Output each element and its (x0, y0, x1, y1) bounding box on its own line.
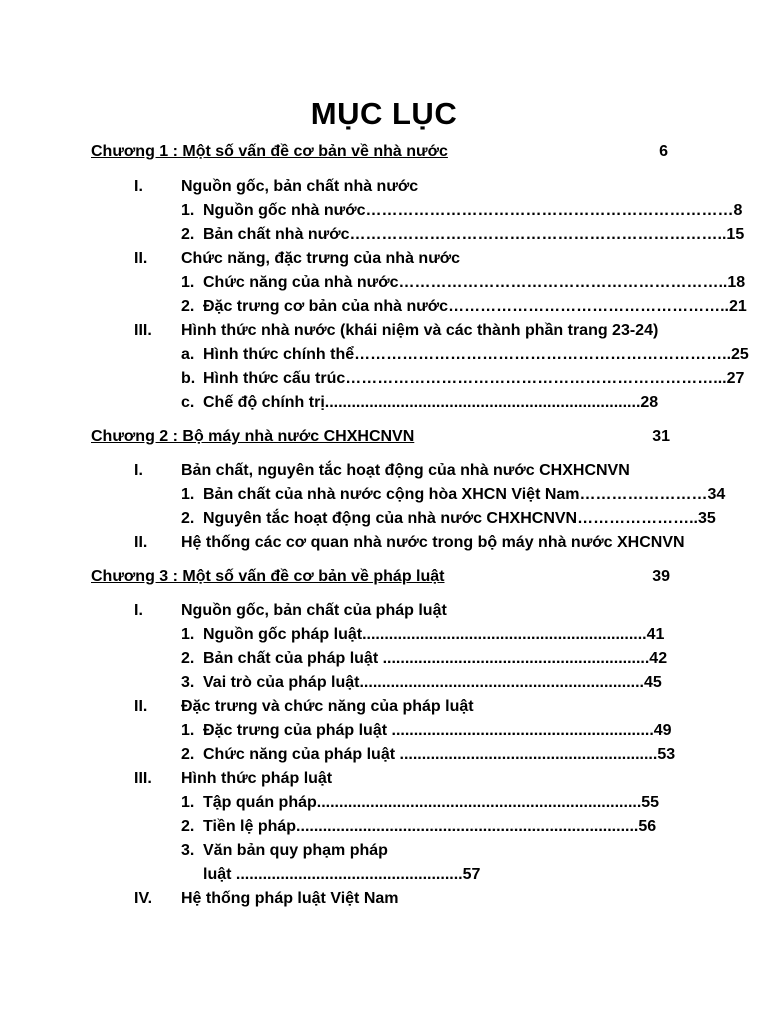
chapter-2-page: 31 (652, 428, 670, 445)
chapter-2-heading-row[interactable] (0, 428, 768, 452)
toc-item-row (0, 650, 768, 674)
toc-item-row (0, 842, 768, 866)
toc-item-row (0, 274, 768, 298)
item-text: Đặc trưng của pháp luật ...........................................................49 (203, 722, 672, 739)
section-number: I. (134, 602, 143, 619)
item-number: c. (181, 394, 195, 411)
item-number: 2. (181, 818, 195, 835)
item-number: a. (181, 346, 195, 363)
item-text: Bản chất của pháp luật ............................................................42 (203, 650, 668, 667)
item-text: Hình thức chính thể……………………………………………………………..25 (203, 346, 749, 363)
item-number: 2. (181, 510, 195, 527)
section-number: III. (134, 770, 152, 787)
item-text: Văn bản quy phạm pháp (203, 842, 388, 859)
toc-item-continuation-row (0, 866, 768, 890)
chapter-3-page: 39 (652, 568, 670, 585)
section-title: Nguồn gốc, bản chất nhà nước (181, 178, 419, 195)
item-text: Chức năng của nhà nước……………………………………………………..18 (203, 274, 746, 291)
toc-item-row (0, 370, 768, 394)
chapter-3-title[interactable]: Chương 3 : Một số vấn đề cơ bản về pháp luật (91, 568, 445, 585)
toc-item-row (0, 746, 768, 770)
item-number: 1. (181, 202, 195, 219)
section-title: Nguồn gốc, bản chất của pháp luật (181, 602, 447, 619)
chapter-1-page: 6 (659, 143, 668, 160)
item-number: 3. (181, 842, 195, 859)
toc-section-row (0, 322, 768, 346)
chapter-1-heading-row[interactable] (0, 143, 768, 167)
item-text: Nguồn gốc pháp luật................................................................41 (203, 626, 665, 643)
item-text: Nguồn gốc nhà nước……………………………………………………………8 (203, 202, 743, 219)
item-number: 2. (181, 746, 195, 763)
section-title: Hình thức pháp luật (181, 770, 333, 787)
section-number: II. (134, 250, 148, 267)
item-number: 1. (181, 274, 195, 291)
chapter-1-title[interactable]: Chương 1 : Một số vấn đề cơ bản về nhà nước (91, 143, 448, 160)
item-text: Tiền lệ pháp.............................................................................56 (203, 818, 657, 835)
item-text: Hình thức cấu trúc……………………………………………………………...27 (203, 370, 745, 387)
item-text: Chức năng của pháp luật ..........................................................53 (203, 746, 676, 763)
item-number: b. (181, 370, 196, 387)
item-text: Bản chất nhà nước……………………………………………………………..15 (203, 226, 745, 243)
page-title: MỤC LỤC (310, 96, 458, 131)
toc-section-row (0, 178, 768, 202)
toc-section-row (0, 890, 768, 914)
toc-item-row (0, 394, 768, 418)
section-number: IV. (134, 890, 153, 907)
toc-section-row (0, 534, 768, 558)
item-text: Vai trò của pháp luật................................................................45 (203, 674, 662, 691)
toc-section-row (0, 770, 768, 794)
item-number: 2. (181, 226, 195, 243)
item-number: 2. (181, 298, 195, 315)
chapter-3-heading-row[interactable] (0, 568, 768, 592)
item-number: 3. (181, 674, 195, 691)
toc-item-row (0, 722, 768, 746)
toc-item-row (0, 202, 768, 226)
item-number: 1. (181, 794, 195, 811)
toc-item-row (0, 298, 768, 322)
item-text: Nguyên tắc hoạt động của nhà nước CHXHCNVN…………………..35 (203, 510, 716, 527)
item-number: 1. (181, 626, 195, 643)
section-title: Chức năng, đặc trưng của nhà nước (181, 250, 461, 267)
section-number: I. (134, 178, 143, 195)
toc-item-row (0, 674, 768, 698)
item-text: Chế độ chính trị.......................................................................28 (203, 394, 659, 411)
section-number: III. (134, 322, 152, 339)
item-text-continuation: luật ...................................................57 (203, 866, 481, 883)
toc-section-row (0, 698, 768, 722)
section-title: Bản chất, nguyên tắc hoạt động của nhà nước CHXHCNVN (181, 462, 630, 479)
toc-item-row (0, 226, 768, 250)
item-text: Bản chất của nhà nước cộng hòa XHCN Việt Nam……………………34 (203, 486, 726, 503)
item-text: Đặc trưng cơ bản của nhà nước……………………………………………..21 (203, 298, 747, 315)
section-title: Đặc trưng và chức năng của pháp luật (181, 698, 474, 715)
toc-item-row (0, 510, 768, 534)
item-number: 1. (181, 722, 195, 739)
item-number: 1. (181, 486, 195, 503)
toc-item-row (0, 486, 768, 510)
section-title: Hệ thống các cơ quan nhà nước trong bộ máy nhà nước XHCNVN (181, 534, 685, 551)
toc-section-row (0, 250, 768, 274)
toc-item-row (0, 818, 768, 842)
toc-item-row (0, 626, 768, 650)
section-title: Hình thức nhà nước (khái niệm và các thành phần trang 23-24) (181, 322, 659, 339)
item-number: 2. (181, 650, 195, 667)
toc-section-row (0, 462, 768, 486)
section-number: II. (134, 698, 148, 715)
chapter-2-title[interactable]: Chương 2 : Bộ máy nhà nước CHXHCNVN (91, 428, 415, 445)
toc-section-row (0, 602, 768, 626)
toc-item-row (0, 346, 768, 370)
section-number: II. (134, 534, 148, 551)
section-number: I. (134, 462, 143, 479)
toc-item-row (0, 794, 768, 818)
item-text: Tập quán pháp.........................................................................55 (203, 794, 660, 811)
section-title: Hệ thống pháp luật Việt Nam (181, 890, 399, 907)
